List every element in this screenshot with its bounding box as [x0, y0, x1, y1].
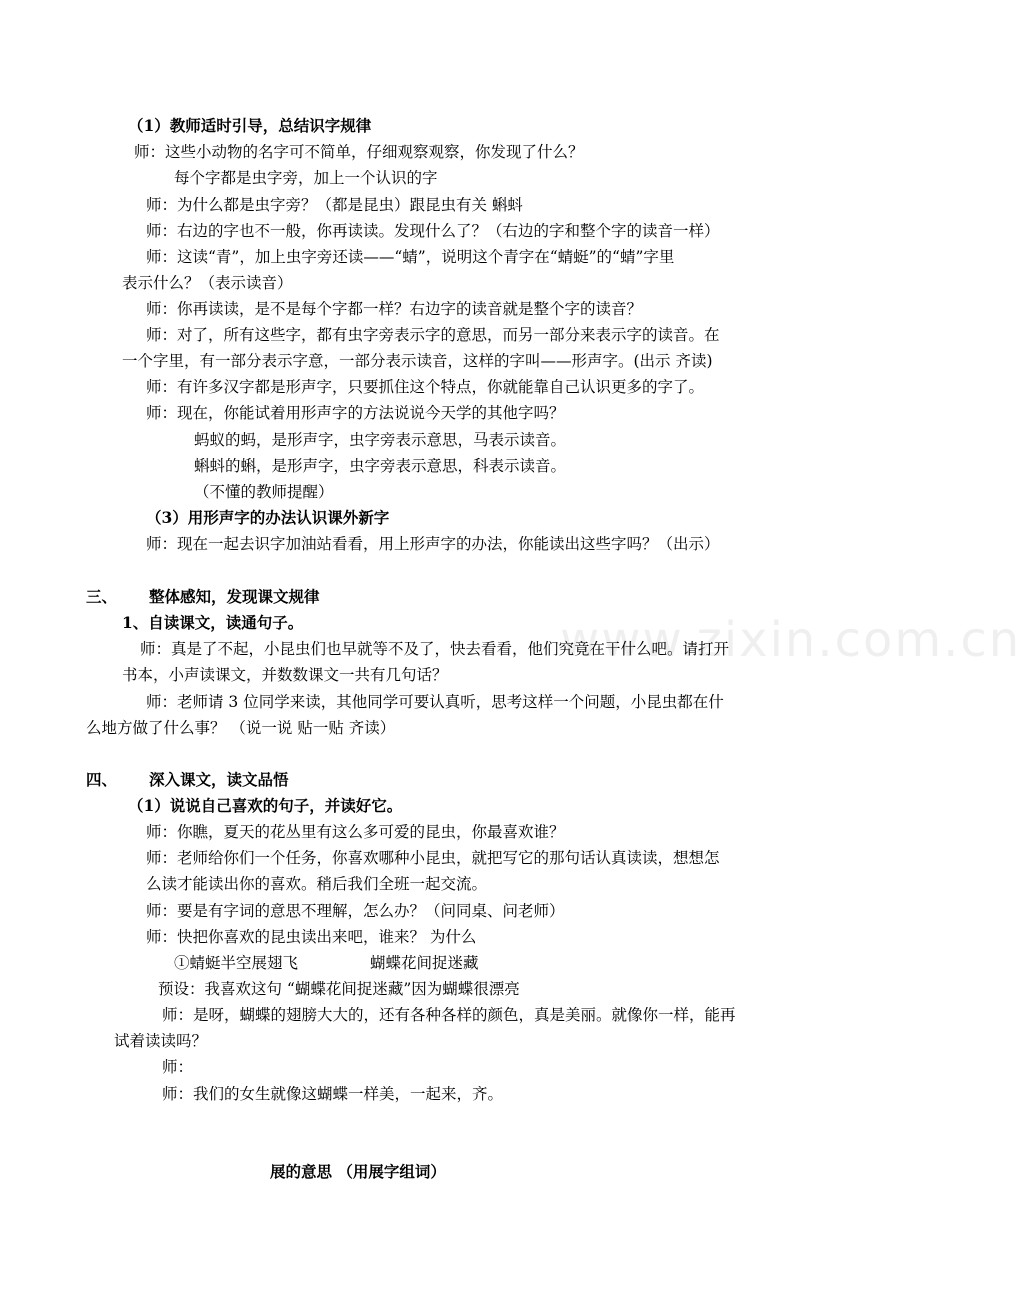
paragraph-line: 师：快把你喜欢的昆虫读出来吧，谁来？ 为什么 — [146, 928, 477, 946]
heading-step-3: （3）用形声字的办法认识课外新字 — [146, 508, 390, 527]
watermark: www.zixin.com.cn — [560, 612, 1021, 668]
section-title: 深入课文，读文品悟 — [149, 770, 289, 789]
paragraph-line: 一个字里，有一部分表示字意，一部分表示读音，这样的字叫——形声字。(出示 齐读) — [122, 352, 713, 370]
section-title: 整体感知，发现课文规律 — [149, 587, 320, 606]
example-sentence: 蝴蝶花间捉迷藏 — [370, 954, 479, 972]
paragraph-line: 师：真是了不起，小昆虫们也早就等不及了，快去看看，他们究竟在干什么吧。请打开 — [140, 640, 730, 658]
paragraph-line: 师：要是有字词的意思不理解，怎么办？（问同桌、问老师） — [146, 902, 565, 920]
paragraph-line: 师：现在一起去识字加油站看看，用上形声字的办法，你能读出这些字吗？（出示） — [146, 535, 720, 553]
paragraph-line: 师：现在，你能试着用形声字的方法说说今天学的其他字吗？ — [146, 404, 565, 422]
paragraph-line: 蚂蚁的蚂，是形声字，虫字旁表示意思，马表示读音。 — [194, 431, 567, 449]
paragraph-line: 蝌蚪的蝌，是形声字，虫字旁表示意思，科表示读音。 — [194, 457, 567, 475]
paragraph-line: 师： — [162, 1058, 194, 1076]
paragraph-line: 师：你再读读，是不是每个字都一样？右边字的读音就是整个字的读音？ — [146, 300, 643, 318]
closing-heading: 展的意思 （用展字组词） — [270, 1162, 446, 1181]
paragraph-line: 师：为什么都是虫字旁？（都是昆虫）跟昆虫有关 蝌蚪 — [146, 196, 523, 214]
paragraph-line: 预设：我喜欢这句 “蝴蝶花间捉迷藏”因为蝴蝶很漂亮 — [158, 980, 520, 998]
paragraph-line: 表示什么？（表示读音） — [122, 274, 293, 292]
paragraph-line: 师：有许多汉字都是形声字，只要抓住这个特点，你就能靠自己认识更多的字了。 — [146, 378, 705, 396]
paragraph-line: （不懂的教师提醒） — [194, 483, 334, 501]
paragraph-line: 师：是呀，蝴蝶的翅膀大大的，还有各种各样的颜色，真是美丽。就像你一样，能再 — [162, 1006, 736, 1024]
paragraph-line: 师：老师请 3 位同学来读，其他同学可要认真听，思考这样一个问题，小昆虫都在什 — [146, 693, 724, 711]
example-sentence: ①蜻蜓半空展翅飞 — [174, 954, 299, 972]
paragraph-line: 每个字都是虫字旁，加上一个认识的字 — [174, 169, 438, 187]
heading-step-1: （1）教师适时引导，总结识字规律 — [128, 116, 372, 135]
paragraph-line: 师：你瞧，夏天的花丛里有这么多可爱的昆虫，你最喜欢谁？ — [146, 823, 565, 841]
section-number: 四、 — [86, 770, 118, 789]
paragraph-line: 师：老师给你们一个任务，你喜欢哪种小昆虫，就把写它的那句话认真读读，想想怎 — [146, 849, 720, 867]
paragraph-line: 么读才能读出你的喜欢。稍后我们全班一起交流。 — [146, 875, 488, 893]
paragraph-line: 师：我们的女生就像这蝴蝶一样美，一起来，齐。 — [162, 1085, 504, 1103]
paragraph-line: 试着读读吗？ — [114, 1032, 208, 1050]
paragraph-line: 书本，小声读课文，并数数课文一共有几句话？ — [122, 666, 448, 684]
paragraph-line: 师：这读“青”，加上虫字旁还读——“蜻”，说明这个青字在“蜻蜓”的“蜻”字里 — [146, 248, 675, 266]
subheading: 1、自读课文，读通句子。 — [122, 613, 304, 632]
paragraph-line: 师：这些小动物的名字可不简单，仔细观察观察，你发现了什么？ — [134, 143, 584, 161]
section-number: 三、 — [86, 587, 118, 606]
paragraph-line: 师：右边的字也不一般，你再读读。发现什么了？（右边的字和整个字的读音一样） — [146, 222, 720, 240]
paragraph-line: 师：对了，所有这些字，都有虫字旁表示字的意思，而另一部分来表示字的读音。在 — [146, 326, 720, 344]
paragraph-line: 么地方做了什么事？ （说一说 贴一贴 齐读） — [86, 719, 396, 737]
subheading: （1）说说自己喜欢的句子，并读好它。 — [128, 796, 403, 815]
